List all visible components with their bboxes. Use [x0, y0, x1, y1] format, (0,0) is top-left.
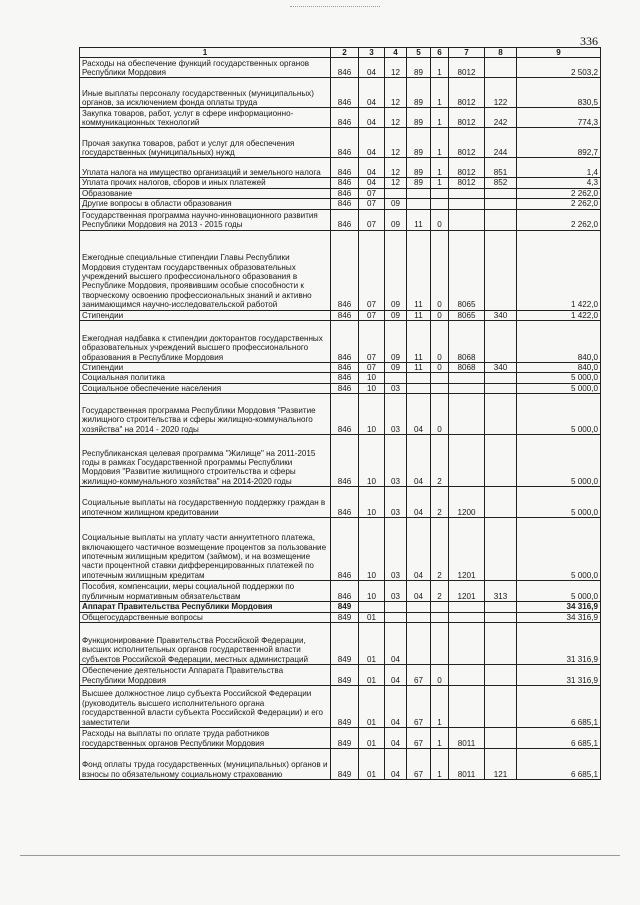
cell-amount: 2 262,0 — [517, 199, 601, 209]
cell-section: 10 — [359, 394, 385, 435]
cell-admin-code: 846 — [331, 58, 359, 78]
cell-subsection: 09 — [385, 321, 407, 363]
cell-target-item — [449, 383, 485, 393]
cell-subprogram: 1 — [431, 58, 449, 78]
cell-section: 10 — [359, 373, 385, 383]
header-col-9: 9 — [517, 48, 601, 58]
cell-admin-code: 846 — [331, 363, 359, 373]
cell-program: 89 — [407, 58, 431, 78]
cell-amount: 1 422,0 — [517, 230, 601, 310]
page-number: 336 — [580, 34, 598, 48]
cell-subsection — [385, 602, 407, 612]
cell-subsection: 03 — [385, 487, 407, 518]
cell-section: 10 — [359, 518, 385, 581]
cell-admin-code: 849 — [331, 749, 359, 780]
cell-subsection — [385, 188, 407, 198]
cell-section: 01 — [359, 623, 385, 665]
cell-subprogram: 0 — [431, 310, 449, 320]
cell-section: 07 — [359, 188, 385, 198]
cell-target-item — [449, 209, 485, 230]
cell-admin-code: 846 — [331, 383, 359, 393]
cell-name: Ежегодные специальные стипендии Главы Республики Мордовия студентам государственных образовательных учреждений высшего профессионального образования в Республике Мордовия, проявившим особые способности к творческому освоению профессиональных знаний и активно занимающимся научно-исследовательской работой — [80, 230, 331, 310]
cell-subprogram: 1 — [431, 128, 449, 158]
cell-subsection: 09 — [385, 310, 407, 320]
cell-subprogram: 0 — [431, 209, 449, 230]
cell-section: 01 — [359, 665, 385, 686]
table-body — [80, 58, 601, 780]
cell-program: 04 — [407, 487, 431, 518]
cell-expense-type — [485, 321, 517, 363]
cell-admin-code: 846 — [331, 310, 359, 320]
cell-admin-code: 846 — [331, 188, 359, 198]
cell-target-item — [449, 612, 485, 622]
cell-subsection: 04 — [385, 623, 407, 665]
cell-target-item: 8012 — [449, 178, 485, 188]
header-col-6: 6 — [431, 48, 449, 58]
cell-amount: 840,0 — [517, 321, 601, 363]
cell-subsection: 09 — [385, 199, 407, 209]
cell-target-item — [449, 199, 485, 209]
cell-name: Социальное обеспечение населения — [80, 383, 331, 393]
cell-subsection: 04 — [385, 665, 407, 686]
cell-admin-code: 846 — [331, 108, 359, 128]
table-row — [80, 612, 601, 622]
cell-section: 04 — [359, 108, 385, 128]
cell-name: Другие вопросы в области образования — [80, 199, 331, 209]
table-row — [80, 321, 601, 363]
table-row — [80, 58, 601, 78]
cell-name: Общегосударственные вопросы — [80, 612, 331, 622]
cell-program — [407, 612, 431, 622]
cell-subprogram: 1 — [431, 158, 449, 178]
cell-expense-type — [485, 686, 517, 728]
cell-amount: 6 685,1 — [517, 728, 601, 749]
cell-target-item: 8011 — [449, 749, 485, 780]
cell-admin-code: 846 — [331, 581, 359, 602]
header-col-4: 4 — [385, 48, 407, 58]
cell-section: 04 — [359, 78, 385, 108]
cell-subprogram: 0 — [431, 665, 449, 686]
cell-name: Социальные выплаты на государственную поддержку граждан в ипотечном жилищном кредитовании — [80, 487, 331, 518]
cell-program: 89 — [407, 108, 431, 128]
table-row — [80, 108, 601, 128]
cell-section: 07 — [359, 310, 385, 320]
cell-expense-type — [485, 728, 517, 749]
cell-subprogram — [431, 188, 449, 198]
table-row — [80, 199, 601, 209]
cell-subsection: 09 — [385, 363, 407, 373]
cell-admin-code: 846 — [331, 373, 359, 383]
cell-name: Иные выплаты персоналу государственных (муниципальных) органов, за исключением фонда оплаты труда — [80, 78, 331, 108]
table-row — [80, 158, 601, 178]
cell-amount: 5 000,0 — [517, 394, 601, 435]
cell-program: 11 — [407, 310, 431, 320]
cell-subprogram — [431, 373, 449, 383]
cell-amount: 31 316,9 — [517, 623, 601, 665]
table-row — [80, 518, 601, 581]
cell-expense-type — [485, 487, 517, 518]
cell-expense-type — [485, 209, 517, 230]
cell-amount: 34 316,9 — [517, 612, 601, 622]
cell-target-item: 1201 — [449, 581, 485, 602]
cell-expense-type: 244 — [485, 128, 517, 158]
cell-name: Аппарат Правительства Республики Мордовия — [80, 602, 331, 612]
cell-subsection: 03 — [385, 394, 407, 435]
table-row — [80, 665, 601, 686]
cell-amount: 5 000,0 — [517, 383, 601, 393]
cell-section: 04 — [359, 128, 385, 158]
cell-amount: 892,7 — [517, 128, 601, 158]
table-row — [80, 178, 601, 188]
cell-program: 11 — [407, 209, 431, 230]
cell-subprogram: 1 — [431, 78, 449, 108]
cell-program — [407, 188, 431, 198]
table-row — [80, 230, 601, 310]
cell-amount: 6 685,1 — [517, 686, 601, 728]
cell-section: 01 — [359, 749, 385, 780]
cell-expense-type — [485, 623, 517, 665]
cell-amount: 830,5 — [517, 78, 601, 108]
cell-section: 07 — [359, 199, 385, 209]
table-row — [80, 728, 601, 749]
cell-target-item: 8012 — [449, 108, 485, 128]
cell-amount: 840,0 — [517, 363, 601, 373]
cell-amount: 5 000,0 — [517, 581, 601, 602]
cell-admin-code: 846 — [331, 209, 359, 230]
cell-name: Расходы на выплаты по оплате труда работников государственных органов Республики Мордовия — [80, 728, 331, 749]
cell-admin-code: 849 — [331, 665, 359, 686]
header-col-5: 5 — [407, 48, 431, 58]
cell-admin-code: 846 — [331, 518, 359, 581]
cell-expense-type — [485, 383, 517, 393]
cell-expense-type: 852 — [485, 178, 517, 188]
cell-amount: 5 000,0 — [517, 487, 601, 518]
cell-admin-code: 846 — [331, 78, 359, 108]
cell-subprogram — [431, 612, 449, 622]
cell-admin-code: 849 — [331, 602, 359, 612]
cell-program: 04 — [407, 435, 431, 487]
cell-subprogram: 0 — [431, 230, 449, 310]
cell-program: 67 — [407, 665, 431, 686]
cell-name: Республиканская целевая программа "Жилище" на 2011-2015 годы в рамках Государственной программы Республики Мордовия "Развитие жилищного строительства и сферы жилищно-коммунального хозяйства" на 2014-2020 годы — [80, 435, 331, 487]
cell-subsection: 09 — [385, 209, 407, 230]
table-row — [80, 623, 601, 665]
cell-program: 04 — [407, 581, 431, 602]
cell-subsection: 03 — [385, 435, 407, 487]
table-row — [80, 78, 601, 108]
cell-expense-type — [485, 230, 517, 310]
cell-program — [407, 383, 431, 393]
cell-amount: 1 422,0 — [517, 310, 601, 320]
cell-expense-type — [485, 199, 517, 209]
cell-section: 01 — [359, 612, 385, 622]
table-header-row — [80, 48, 601, 58]
cell-section: 07 — [359, 363, 385, 373]
cell-admin-code: 849 — [331, 623, 359, 665]
cell-section: 01 — [359, 728, 385, 749]
cell-amount: 1,4 — [517, 158, 601, 178]
cell-name: Стипендии — [80, 363, 331, 373]
cell-expense-type: 851 — [485, 158, 517, 178]
cell-name: Уплата прочих налогов, сборов и иных платежей — [80, 178, 331, 188]
cell-expense-type: 121 — [485, 749, 517, 780]
cell-target-item — [449, 665, 485, 686]
table-row — [80, 749, 601, 780]
header-col-1: 1 — [80, 48, 331, 58]
cell-subsection: 03 — [385, 383, 407, 393]
cell-subsection: 12 — [385, 128, 407, 158]
budget-table — [79, 47, 601, 780]
cell-program: 89 — [407, 178, 431, 188]
cell-section: 04 — [359, 178, 385, 188]
cell-target-item — [449, 394, 485, 435]
cell-section: 10 — [359, 487, 385, 518]
cell-expense-type — [485, 58, 517, 78]
cell-admin-code: 846 — [331, 199, 359, 209]
table-row — [80, 394, 601, 435]
cell-program: 67 — [407, 686, 431, 728]
cell-program: 11 — [407, 230, 431, 310]
cell-expense-type: 340 — [485, 310, 517, 320]
table-row — [80, 602, 601, 612]
cell-name: Расходы на обеспечение функций государственных органов Республики Мордовия — [80, 58, 331, 78]
cell-subsection: 04 — [385, 686, 407, 728]
cell-section: 04 — [359, 58, 385, 78]
cell-subprogram: 1 — [431, 178, 449, 188]
cell-name: Уплата налога на имущество организаций и земельного налога — [80, 158, 331, 178]
cell-subprogram: 1 — [431, 749, 449, 780]
cell-subprogram — [431, 623, 449, 665]
cell-expense-type: 313 — [485, 581, 517, 602]
cell-subsection: 12 — [385, 108, 407, 128]
cell-expense-type: 340 — [485, 363, 517, 373]
cell-program: 67 — [407, 728, 431, 749]
cell-section: 04 — [359, 158, 385, 178]
cell-target-item: 1201 — [449, 518, 485, 581]
cell-name: Социальные выплаты на уплату части аннуитетного платежа, включающего частичное возмещение процентов за пользование ипотечным жилищным кредитом (займом), и на возмещение части процентной ставки дифференцированных платежей по ипотечным жилищным кредитам — [80, 518, 331, 581]
header-col-3: 3 — [359, 48, 385, 58]
cell-expense-type — [485, 435, 517, 487]
cell-name: Государственная программа Республики Мордовия "Развитие жилищного строительства и сферы жилищно-коммунального хозяйства" на 2014 - 2020 годы — [80, 394, 331, 435]
cell-section: 10 — [359, 435, 385, 487]
cell-subsection: 12 — [385, 58, 407, 78]
cell-admin-code: 846 — [331, 394, 359, 435]
cell-subprogram: 2 — [431, 435, 449, 487]
table-row — [80, 363, 601, 373]
cell-name: Пособия, компенсации, меры социальной поддержки по публичным нормативным обязательствам — [80, 581, 331, 602]
table-row — [80, 373, 601, 383]
cell-subprogram: 0 — [431, 394, 449, 435]
cell-name: Прочая закупка товаров, работ и услуг для обеспечения государственных (муниципальных) нужд — [80, 128, 331, 158]
cell-subprogram: 2 — [431, 581, 449, 602]
cell-subprogram: 2 — [431, 518, 449, 581]
cell-admin-code: 846 — [331, 178, 359, 188]
cell-name: Образование — [80, 188, 331, 198]
cell-target-item: 8065 — [449, 310, 485, 320]
cell-admin-code: 849 — [331, 612, 359, 622]
cell-amount: 2 503,2 — [517, 58, 601, 78]
table-row — [80, 435, 601, 487]
cell-target-item: 8012 — [449, 158, 485, 178]
cell-admin-code: 849 — [331, 686, 359, 728]
cell-admin-code: 846 — [331, 487, 359, 518]
cell-target-item: 1200 — [449, 487, 485, 518]
cell-admin-code: 849 — [331, 728, 359, 749]
cell-expense-type — [485, 394, 517, 435]
cell-subsection: 12 — [385, 178, 407, 188]
cell-target-item — [449, 623, 485, 665]
cell-expense-type — [485, 518, 517, 581]
cell-subsection: 12 — [385, 158, 407, 178]
cell-section: 01 — [359, 686, 385, 728]
cell-target-item: 8012 — [449, 58, 485, 78]
cell-target-item — [449, 686, 485, 728]
table-row — [80, 310, 601, 320]
cell-amount: 34 316,9 — [517, 602, 601, 612]
cell-subprogram — [431, 199, 449, 209]
cell-section: 07 — [359, 230, 385, 310]
cell-name: Социальная политика — [80, 373, 331, 383]
cell-expense-type — [485, 665, 517, 686]
cell-name: Ежегодная надбавка к стипендии докторантов государственных образовательных учреждений высшего профессионального образования в Республике Мордовия — [80, 321, 331, 363]
cell-section: 07 — [359, 209, 385, 230]
cell-amount: 4,3 — [517, 178, 601, 188]
cell-program: 67 — [407, 749, 431, 780]
scan-artifact — [290, 6, 380, 10]
cell-program — [407, 373, 431, 383]
table-row — [80, 188, 601, 198]
cell-target-item — [449, 188, 485, 198]
header-col-8: 8 — [485, 48, 517, 58]
cell-subprogram: 0 — [431, 363, 449, 373]
table-row — [80, 128, 601, 158]
cell-name: Закупка товаров, работ, услуг в сфере информационно-коммуникационных технологий — [80, 108, 331, 128]
header-col-2: 2 — [331, 48, 359, 58]
cell-program — [407, 623, 431, 665]
cell-amount: 5 000,0 — [517, 518, 601, 581]
cell-name: Функционирование Правительства Российской Федерации, высших исполнительных органов государственной власти субъектов Российской Федерации, местных администраций — [80, 623, 331, 665]
cell-amount: 31 316,9 — [517, 665, 601, 686]
cell-expense-type: 242 — [485, 108, 517, 128]
cell-name: Обеспечение деятельности Аппарата Правительства Республики Мордовия — [80, 665, 331, 686]
cell-amount: 6 685,1 — [517, 749, 601, 780]
cell-amount: 774,3 — [517, 108, 601, 128]
cell-section: 07 — [359, 321, 385, 363]
cell-subsection: 09 — [385, 230, 407, 310]
cell-admin-code: 846 — [331, 158, 359, 178]
cell-expense-type — [485, 373, 517, 383]
cell-subprogram: 0 — [431, 321, 449, 363]
cell-name: Стипендии — [80, 310, 331, 320]
cell-program: 11 — [407, 363, 431, 373]
cell-admin-code: 846 — [331, 128, 359, 158]
cell-subsection: 04 — [385, 728, 407, 749]
table-row — [80, 209, 601, 230]
cell-program: 11 — [407, 321, 431, 363]
cell-target-item — [449, 373, 485, 383]
table-row — [80, 686, 601, 728]
cell-subsection: 12 — [385, 78, 407, 108]
cell-section: 10 — [359, 581, 385, 602]
cell-admin-code: 846 — [331, 230, 359, 310]
cell-expense-type — [485, 188, 517, 198]
table-row — [80, 581, 601, 602]
cell-admin-code: 846 — [331, 321, 359, 363]
cell-program: 04 — [407, 394, 431, 435]
cell-program — [407, 602, 431, 612]
cell-subsection: 04 — [385, 749, 407, 780]
cell-subprogram: 1 — [431, 728, 449, 749]
cell-target-item — [449, 602, 485, 612]
cell-subprogram — [431, 602, 449, 612]
cell-amount: 5 000,0 — [517, 435, 601, 487]
cell-target-item: 8068 — [449, 321, 485, 363]
cell-name: Высшее должностное лицо субъекта Российской Федерации (руководитель высшего исполнительного органа государственной власти субъекта Российской Федерации) и его заместители — [80, 686, 331, 728]
cell-subsection: 03 — [385, 581, 407, 602]
cell-target-item — [449, 435, 485, 487]
cell-program: 89 — [407, 78, 431, 108]
cell-name: Государственная программа научно-инновационного развития Республики Мордовия на 2013 - 2015 годы — [80, 209, 331, 230]
cell-amount: 2 262,0 — [517, 188, 601, 198]
cell-target-item: 8012 — [449, 128, 485, 158]
cell-subsection — [385, 612, 407, 622]
cell-subprogram: 2 — [431, 487, 449, 518]
cell-target-item: 8012 — [449, 78, 485, 108]
cell-subprogram: 1 — [431, 686, 449, 728]
cell-subsection: 03 — [385, 518, 407, 581]
cell-expense-type — [485, 612, 517, 622]
cell-program: 89 — [407, 158, 431, 178]
table-row — [80, 383, 601, 393]
cell-subprogram: 1 — [431, 108, 449, 128]
cell-target-item: 8065 — [449, 230, 485, 310]
cell-section — [359, 602, 385, 612]
table-row — [80, 487, 601, 518]
cell-expense-type — [485, 602, 517, 612]
cell-target-item: 8068 — [449, 363, 485, 373]
page-bottom-rule — [20, 855, 620, 856]
cell-program: 04 — [407, 518, 431, 581]
cell-subprogram — [431, 383, 449, 393]
cell-expense-type: 122 — [485, 78, 517, 108]
cell-program — [407, 199, 431, 209]
cell-target-item: 8011 — [449, 728, 485, 749]
header-col-7: 7 — [449, 48, 485, 58]
cell-name: Фонд оплаты труда государственных (муниципальных) органов и взносы по обязательному социальному страхованию — [80, 749, 331, 780]
cell-amount: 2 262,0 — [517, 209, 601, 230]
cell-subsection — [385, 373, 407, 383]
cell-amount: 5 000,0 — [517, 373, 601, 383]
cell-program: 89 — [407, 128, 431, 158]
cell-section: 10 — [359, 383, 385, 393]
cell-admin-code: 846 — [331, 435, 359, 487]
